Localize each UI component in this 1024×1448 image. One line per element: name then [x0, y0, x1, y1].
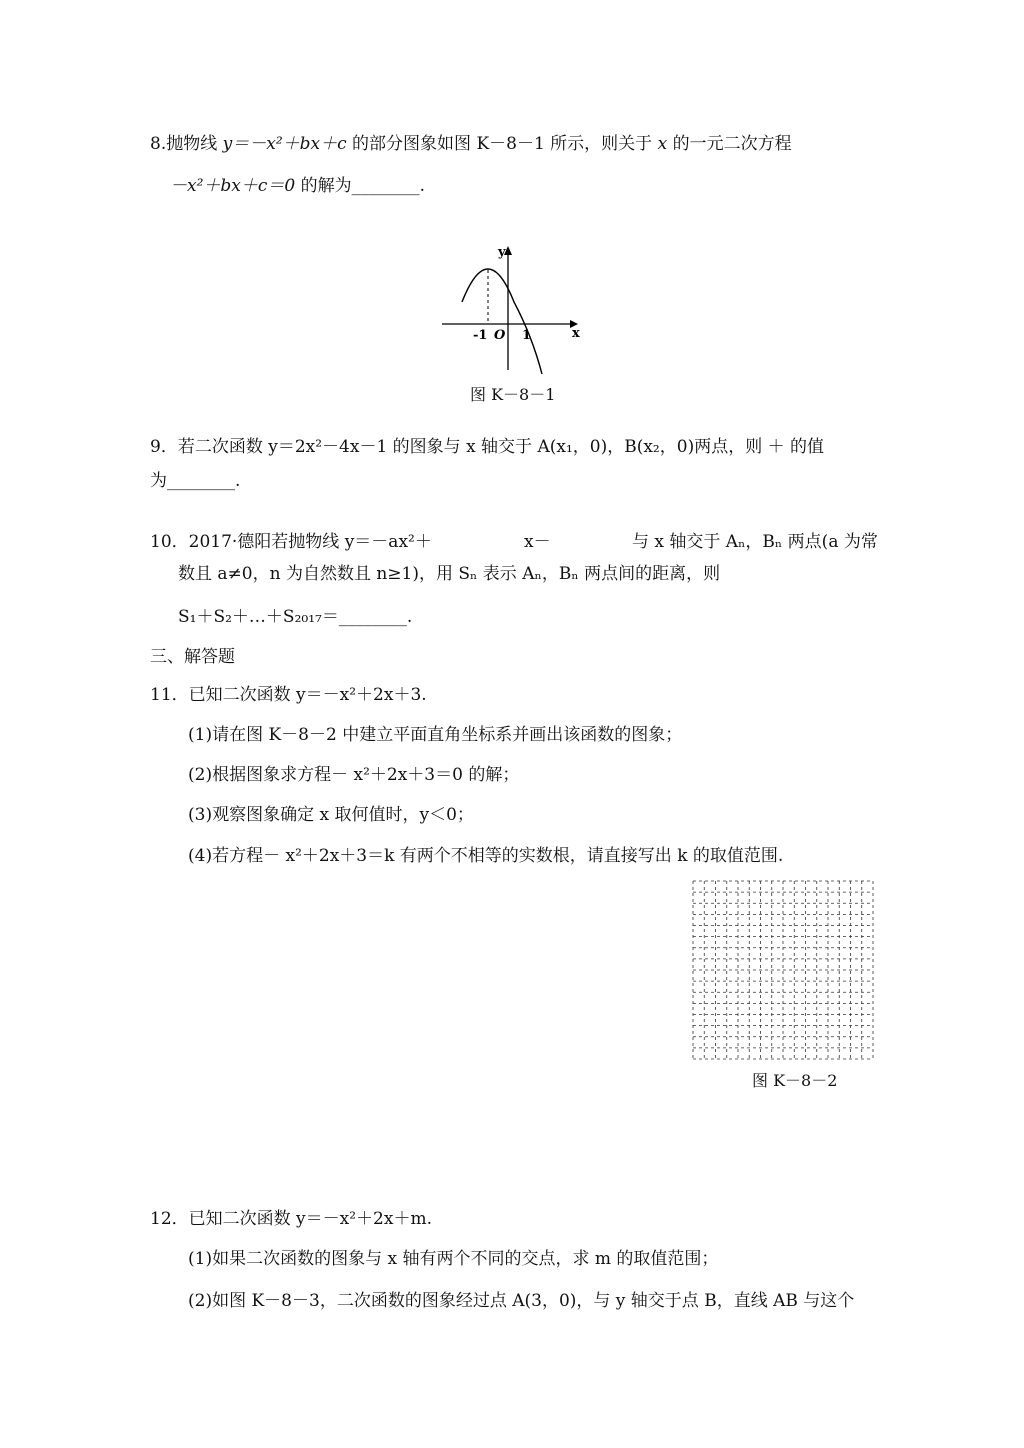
q10-line1c: 与 x 轴交于 Aₙ，Bₙ 两点(a 为常 [632, 532, 878, 552]
q11-part1: (1)请在图 K－8－2 中建立平面直角坐标系并画出该函数的图象； [188, 725, 683, 745]
q11-line1: 11．已知二次函数 y＝－x²＋2x＋3. [150, 685, 427, 705]
section-heading: 三、解答题 [150, 647, 235, 667]
q8-line2 [170, 175, 425, 197]
q12-part2: (2)如图 K－8－3，二次函数的图象经过点 A(3，0)，与 y 轴交于点 B，直线 AB 与这个 [188, 1291, 855, 1311]
q10-line1a: 10．2017·德阳若抛物线 y＝－ax²＋ [150, 532, 432, 552]
q11-part4: (4)若方程－ x²＋2x＋3＝k 有两个不相等的实数根，请直接写出 k 的取值范围. [188, 846, 784, 866]
y-axis-label: y [498, 245, 506, 260]
q12-line1: 12．已知二次函数 y＝－x²＋2x＋m. [150, 1209, 432, 1229]
x-axis-label: x [572, 326, 580, 341]
q8-equation-1: y＝－x²＋bx＋c [222, 134, 347, 154]
parabola-curve [462, 269, 542, 374]
figure-k-8-1 [430, 240, 590, 380]
q8-text-1: 抛物线 [166, 134, 223, 154]
q8-text-4: 的解为________. [295, 176, 426, 196]
q8-text-2: 的部分图象如图 K－8－1 所示，则关于 [346, 134, 658, 154]
one-label: 1 [522, 328, 532, 343]
q11-part2: (2)根据图象求方程－ x²＋2x＋3＝0 的解； [188, 765, 520, 785]
q8-text-3: 的一元二次方程 [667, 134, 792, 154]
q10-line1b: x－ [524, 532, 551, 552]
neg-one-label: -1 [473, 328, 488, 343]
q10-line2: 数且 a≠0，n 为自然数且 n≥1)，用 Sₙ 表示 Aₙ，Bₙ 两点间的距离，则 [178, 564, 721, 584]
q9-line2: 为________. [150, 471, 241, 491]
q11-part3: (3)观察图象确定 x 取何值时，y＜0； [188, 805, 474, 825]
q8-line1 [150, 133, 792, 155]
q12-part1: (1)如果二次函数的图象与 x 轴有两个不同的交点，求 m 的取值范围； [188, 1249, 719, 1269]
q8-number: 8. [150, 134, 167, 154]
figure-k-8-1-caption: 图 K－8－1 [470, 385, 556, 404]
figure-k-8-2-caption: 图 K－8－2 [752, 1071, 838, 1090]
q8-equation-2: －x²＋bx＋c＝0 [170, 176, 296, 196]
origin-label: O [494, 328, 506, 343]
figure-k-8-2-grid [692, 880, 874, 1060]
q8-variable-x: x [657, 134, 668, 154]
q9-line1: 9．若二次函数 y＝2x²－4x－1 的图象与 x 轴交于 A(x₁，0)，B(x₂，0)两点，则 ＋ 的值 [150, 437, 825, 457]
q10-line3: S₁＋S₂＋…＋S₂₀₁₇＝________. [178, 607, 413, 627]
